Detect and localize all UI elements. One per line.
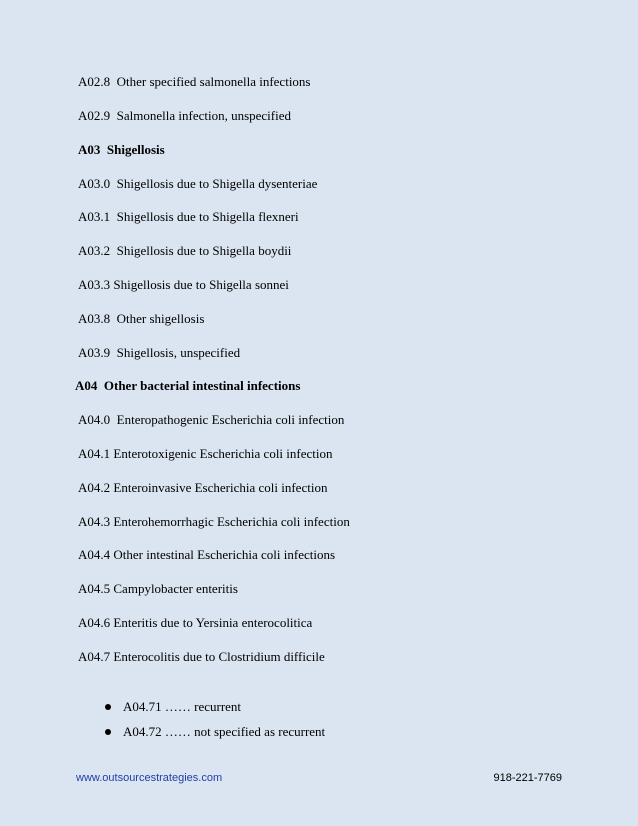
- code-line-a03-9: A03.9 Shigellosis, unspecified: [78, 345, 241, 360]
- category-heading-a04: A04 Other bacterial intestinal infections: [75, 378, 301, 393]
- code-line-a04-4: A04.4 Other intestinal Escherichia coli infections: [78, 547, 336, 562]
- bullet-item-a04-72: [92, 708, 325, 756]
- bullet-text: A04.72 …… not specified as recurrent: [123, 724, 326, 739]
- code-line-a04-2: A04.2 Enteroinvasive Escherichia coli infection: [78, 480, 328, 495]
- code-line-a03-0: A03.0 Shigellosis due to Shigella dysenteriae: [78, 176, 318, 191]
- code-line-a02-8: A02.8 Other specified salmonella infections: [78, 74, 311, 89]
- bullet-text: A04.71 …… recurrent: [123, 699, 242, 714]
- code-line-a04-5: A04.5 Campylobacter enteritis: [78, 581, 238, 596]
- code-line-a04-7: A04.7 Enterocolitis due to Clostridium difficile: [78, 649, 325, 664]
- footer-phone: 918-221-7769: [493, 772, 562, 784]
- code-line-a03-1: A03.1 Shigellosis due to Shigella flexneri: [78, 209, 299, 224]
- code-line-a03-3: A03.3 Shigellosis due to Shigella sonnei: [78, 277, 289, 292]
- code-line-a02-9: A02.9 Salmonella infection, unspecified: [78, 108, 292, 123]
- code-line-a04-1: A04.1 Enterotoxigenic Escherichia coli infection: [78, 446, 333, 461]
- code-line-a04-3: A04.3 Enterohemorrhagic Escherichia coli infection: [78, 514, 350, 529]
- code-line-a03-8: A03.8 Other shigellosis: [78, 311, 205, 326]
- bullet-icon: [105, 729, 111, 735]
- code-line-a04-0: A04.0 Enteropathogenic Escherichia coli infection: [78, 412, 345, 427]
- code-line-a03-2: A03.2 Shigellosis due to Shigella boydii: [78, 243, 292, 258]
- category-heading-a03: A03 Shigellosis: [78, 142, 165, 157]
- footer-website-link[interactable]: www.outsourcestrategies.com: [76, 772, 223, 784]
- code-line-a04-6: A04.6 Enteritis due to Yersinia enterocolitica: [78, 615, 313, 630]
